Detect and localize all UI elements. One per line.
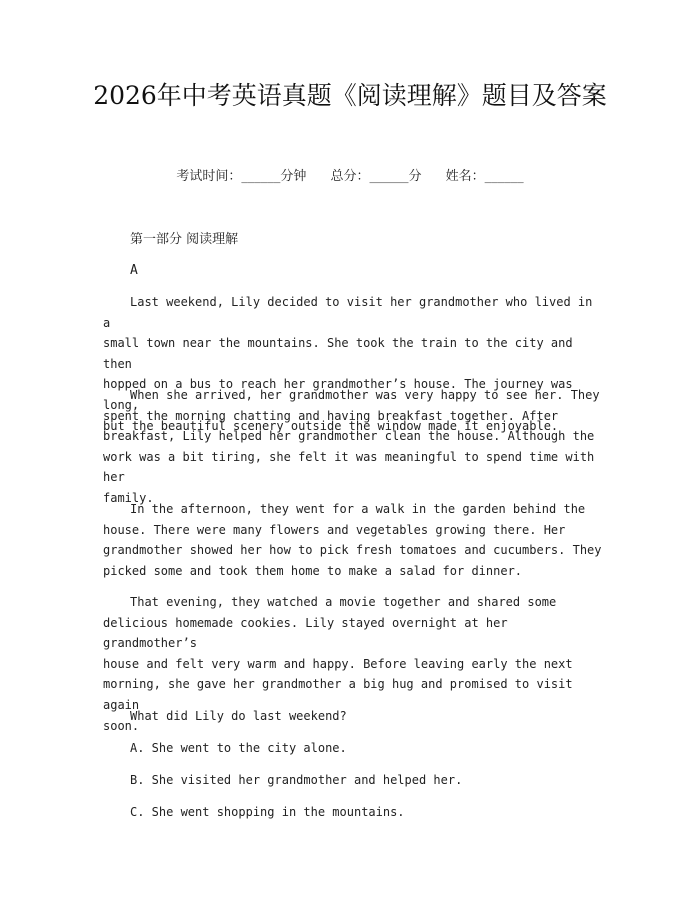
passage-paragraph-1: Last weekend, Lily decided to visit her grandmother who lived in a small town near the mountains. She took the train to the city and then hopped on a bus to reach her grandmother’s house. The journey was long, but the beautiful scenery outside the window made it enjoyable.	[103, 295, 593, 433]
total-score-unit: 分	[408, 169, 422, 184]
exam-time-field	[176, 169, 306, 184]
total-score-label: 总分：	[330, 169, 370, 184]
answer-option-b: B. She visited her grandmother and helped her.	[130, 773, 463, 787]
exam-time-unit: 分钟	[280, 169, 307, 184]
section-heading: 第一部分 阅读理解	[130, 232, 239, 247]
total-score-field	[330, 169, 421, 184]
passage-paragraph-3: In the afternoon, they went for a walk in the garden behind the house. There were many flowers and vegetables growing there. Her grandmother showed her how to pick fresh tomatoes and cucumbers. They picked some and took them home to make a salad for dinner.	[103, 502, 602, 578]
passage-label: A	[130, 263, 138, 278]
student-name-label: 姓名：	[445, 169, 485, 184]
answer-option-c: C. She went shopping in the mountains.	[130, 805, 405, 819]
answer-option-a: A. She went to the city alone.	[130, 741, 347, 755]
passage-paragraph-2: When she arrived, her grandmother was very happy to see her. They spent the morning chatting and having breakfast together. After breakfast, Lily helped her grandmother clean the house. Although the work was a bit tiring, she felt it was meaningful to spend time with her family.	[103, 388, 600, 505]
exam-time-label: 考试时间：	[176, 169, 242, 184]
question-text: What did Lily do last weekend?	[130, 709, 347, 723]
exam-time-blank: ______	[241, 169, 281, 184]
exam-info-line	[0, 168, 700, 186]
student-name-blank: ______	[484, 169, 524, 184]
student-name-field	[446, 169, 524, 184]
passage-paragraph-4: That evening, they watched a movie together and shared some delicious homemade cookies. Lily stayed overnight at her grandmother’s house and felt very warm and happy. Before leaving early the next morning, she gave her grandmother a big hug and promised to visit again soon.	[103, 595, 573, 733]
document-title: 2026年中考英语真题《阅读理解》题目及答案	[93, 81, 607, 110]
total-score-blank: ______	[369, 169, 409, 184]
